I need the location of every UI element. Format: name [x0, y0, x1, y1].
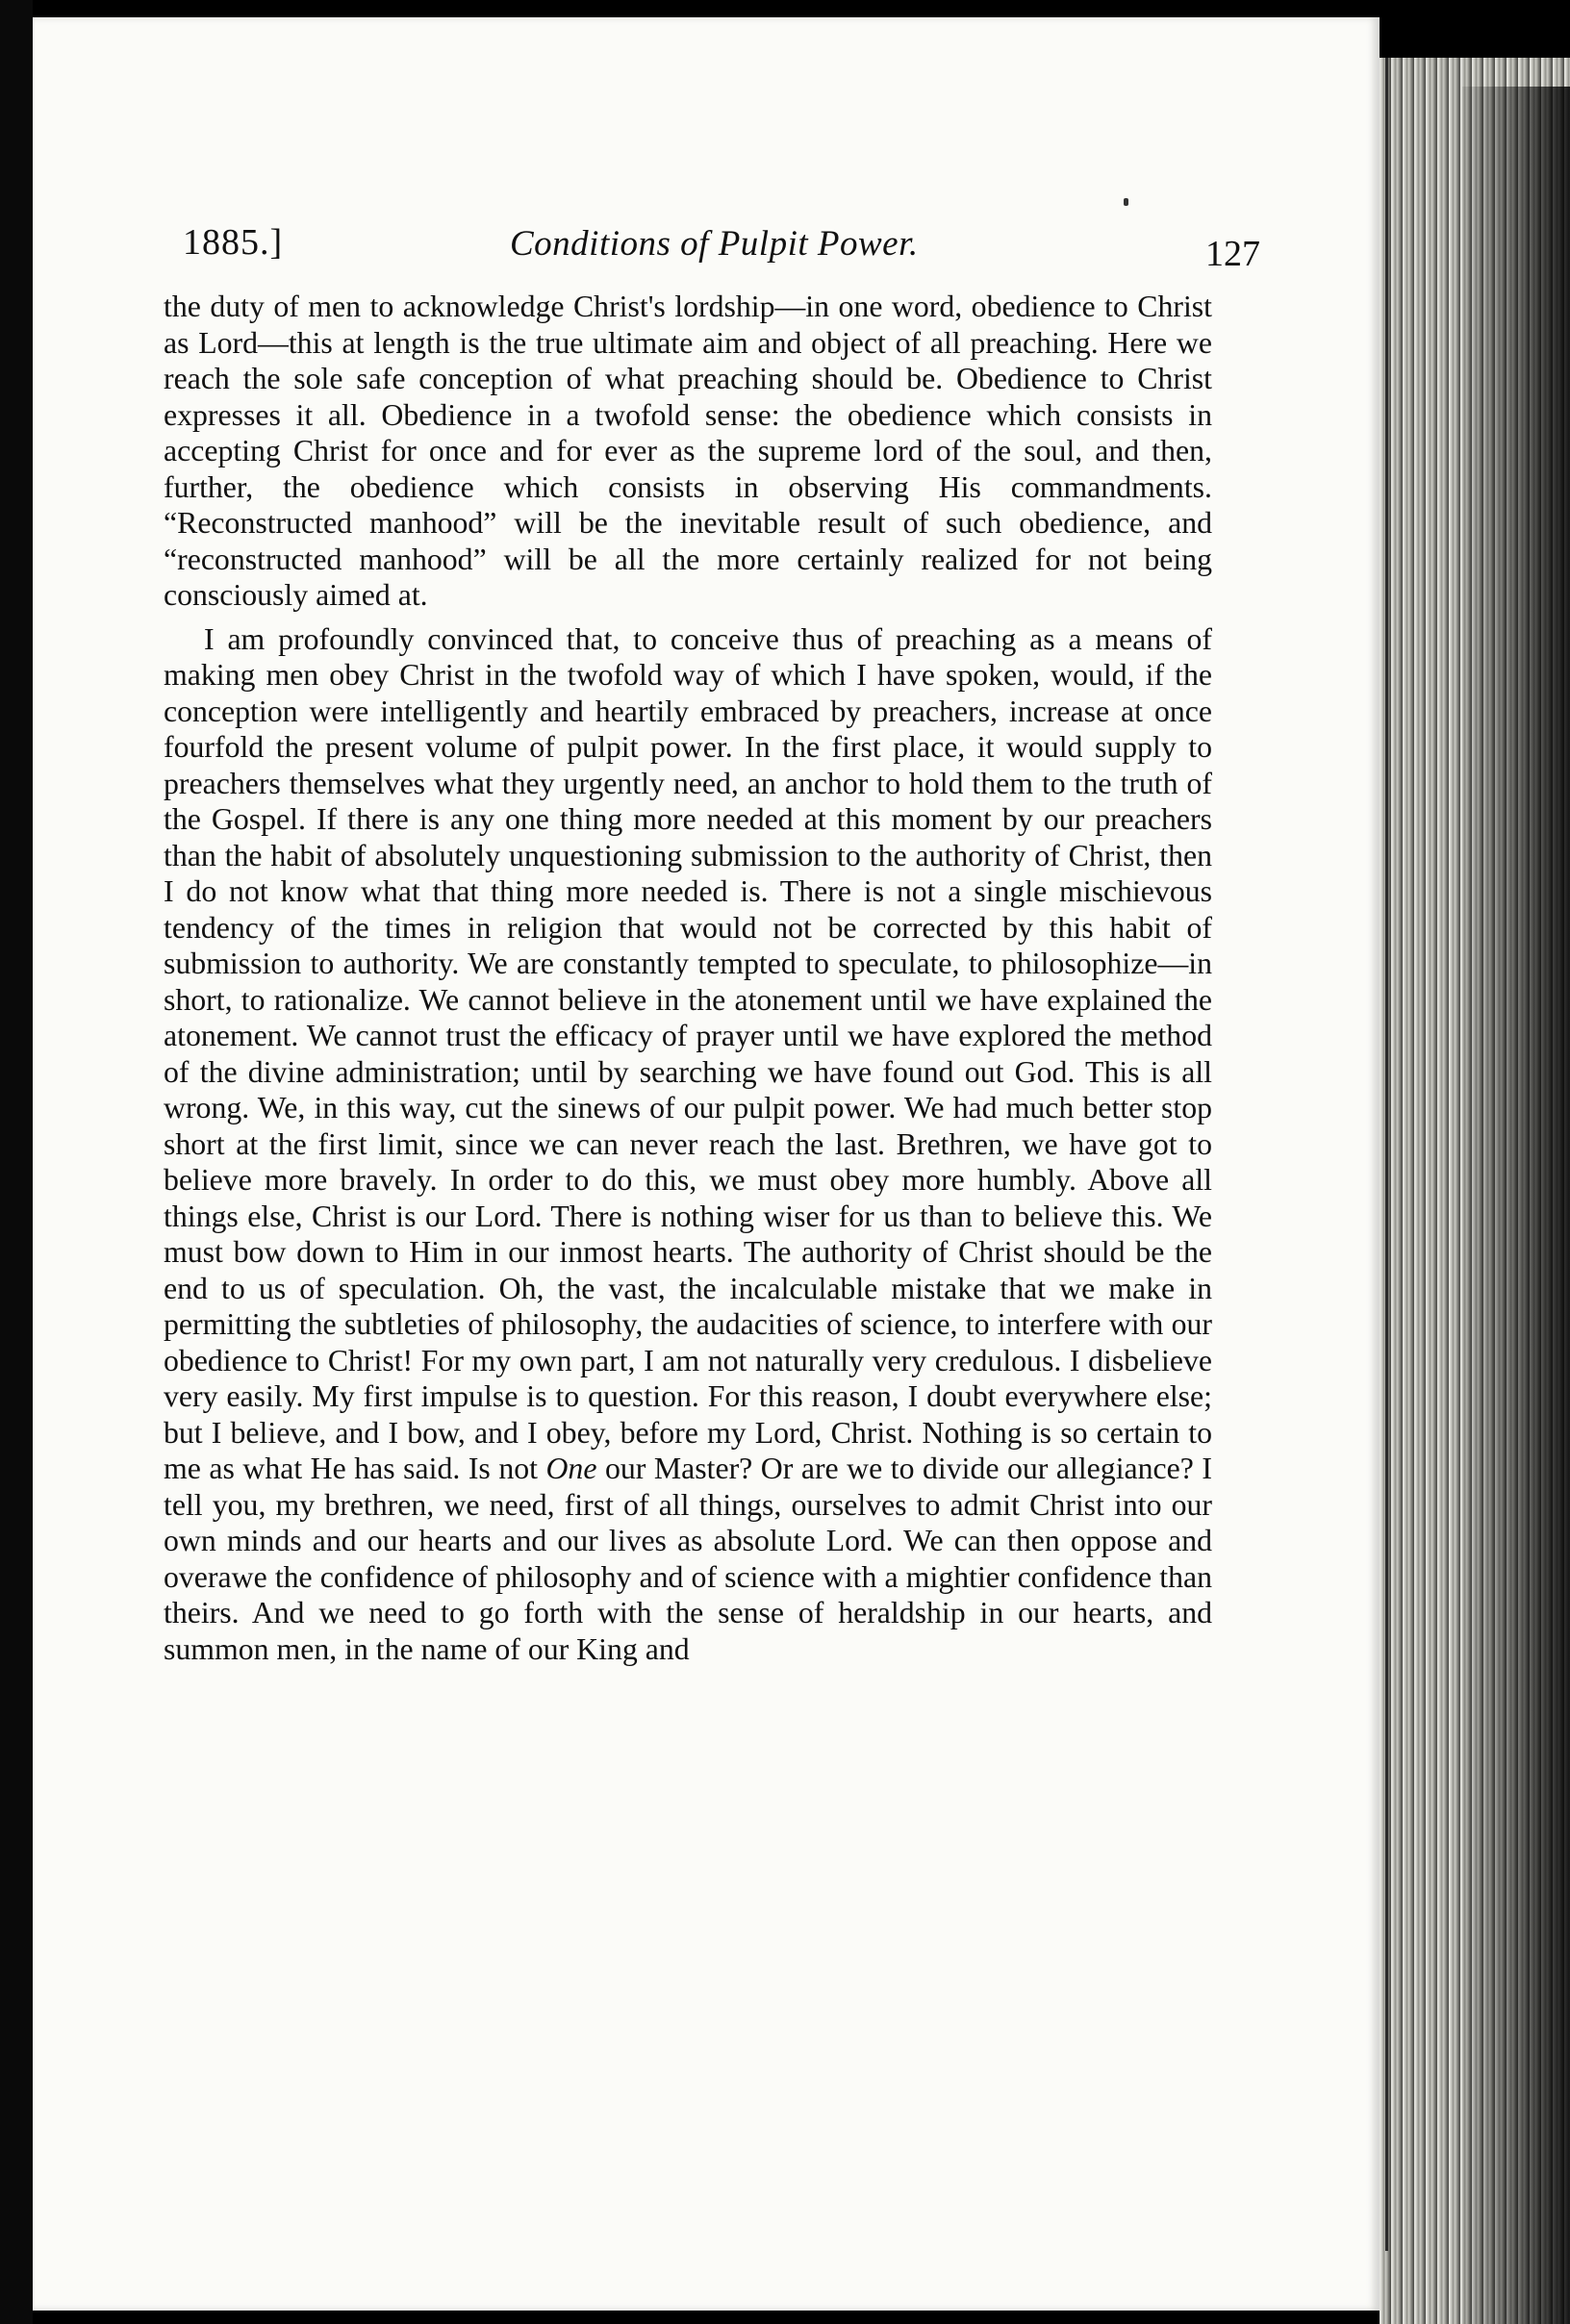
paragraph-2-part-2: our Master? Or are we to divide our allegiance? I tell you, my brethren, we need, first of all things, ourselves to admit Christ into our own minds and our hearts and our lives as absolute Lord. We can then oppose and overawe the confidence of philosophy and of science with a mightier confidence than theirs. And we need to go forth with the sense of heraldship in our hearts, and summon men, in the name of our King and — [164, 1452, 1212, 1666]
paragraph-2-emphasis: One — [545, 1452, 597, 1485]
page-number: 127 — [1205, 234, 1260, 274]
page-edges-shadow — [1462, 87, 1570, 2324]
header-year: 1885.] — [183, 222, 284, 263]
left-margin-shadow — [0, 0, 33, 2324]
paragraph-2 — [164, 621, 1212, 1668]
paragraph-1: the duty of men to acknowledge Christ's lordship—in one word, obedience to Christ as Lord—this at length is the true ultimate aim and object of all preaching. Here we reach the sole safe conception of what preaching should be. Obedience to Christ expresses it all. Obedience in a twofold sense: the obedience which consists in accepting Christ for once and for ever as the supreme lord of the soul, and then, further, the obedience which consists in observing His commandments. “Reconstructed manhood” will be the inevitable result of such obedience, and “reconstructed manhood” will be all the more certainly realized for not being consciously aimed at. — [164, 290, 1212, 612]
running-title: Conditions of Pulpit Power. — [510, 224, 919, 264]
body-text — [164, 289, 1212, 1667]
paragraph-2-part-1: I am profoundly convinced that, to conceive thus of preaching as a means of making men obey Christ in the twofold way of which I have spoken, would, if the conception were intelligently and heartily embraced by preachers, increase at once fourfold the present volume of pulpit power. In the first place, it would supply to preachers themselves what they urgently need, an anchor to hold them to the truth of the Gospel. If there is any one thing more needed at this moment by our preachers than the habit of absolutely unquestioning submission to the authority of Christ, then I do not know what that thing more needed is. There is not a single mischievous tendency of the times in religion that would not be corrected by this habit of submission to authority. We are constantly tempted to speculate, to philosophize—in short, to rationalize. We cannot believe in the atonement until we have explained the atonement. We cannot trust the efficacy of prayer until we have explored the method of the divine administration; until by searching we have found out God. This is all wrong. We, in this way, cut the sinews of our pulpit power. We had much better stop short at the first limit, since we can never reach the last. Brethren, we have got to believe more bravely. In order to do this, we must obey more humbly. Above all things else, Christ is our Lord. There is nothing wiser for us than to believe this. We must bow down to Him in our inmost hearts. The authority of Christ should be the end to us of speculation. Oh, the vast, the incalculable mistake that we make in permitting the subtleties of philosophy, the audacities of science, to interfere with our obedience to Christ! For my own part, I am not naturally very credulous. I disbelieve very easily. My first impulse is to question. For this reason, I doubt everywhere else; but I believe, and I bow, and I obey, before my Lord, Christ. Nothing is so certain to me as what He has said. Is not — [164, 621, 1212, 1485]
page-gutter-line — [1385, 58, 1388, 2251]
running-header — [183, 221, 1260, 279]
ink-speck — [1124, 198, 1128, 206]
